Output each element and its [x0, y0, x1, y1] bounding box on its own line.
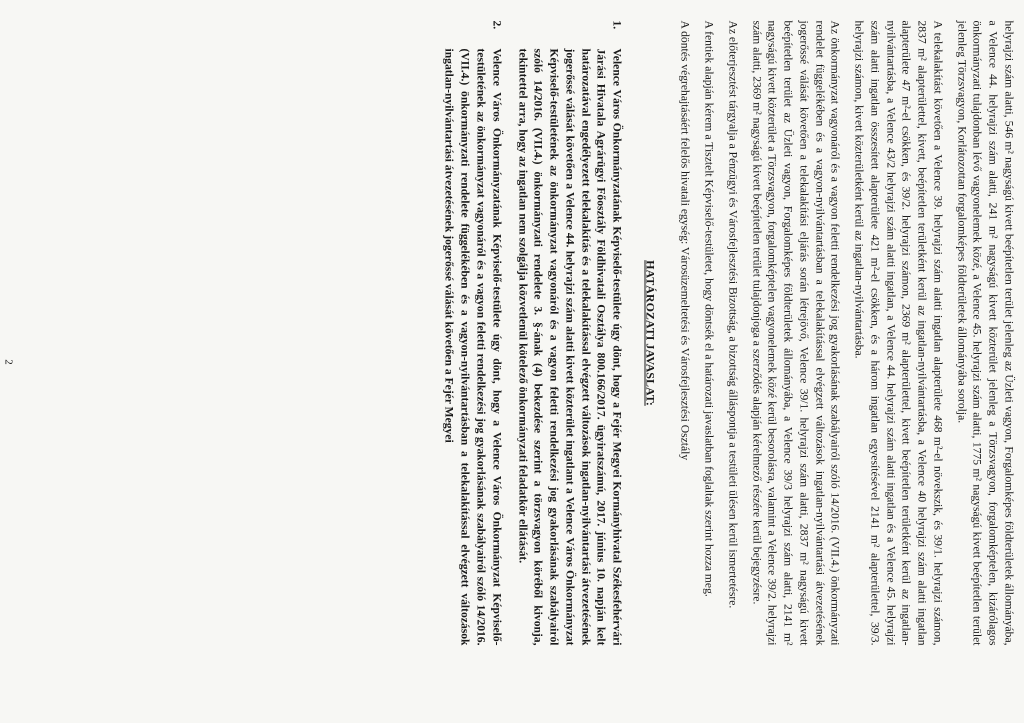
resolution-heading: HATÁROZATI JAVASLAT: — [643, 259, 658, 406]
item-number: 2. — [489, 20, 503, 29]
page-number: 2 — [1, 358, 14, 365]
item-number: 1. — [610, 20, 624, 29]
resolution-item-2 — [441, 20, 504, 645]
paragraph-after-land-division: A telekalakítást követően a Velence 39. helyrajzi szám alatti ingatlan alapterülete 468 m²-el növekszik, és 39/1. helyrajzi számon, 2837 m² alapterülettel, kivett, beépítetlen területként kerül az ingatlan-nyilvántartásba, a Velence 40 helyrajzi szám alatti ingatlan alapterülete 47 m²-el csökken, és 39/2. helyrajzi számon, 2369 m² alapterülettel, kivett beépítetlen területként kerül az ingatlan-nyilvántartásba, a Velence 43/2 helyrajzi szám alatti ingatlan, a Velence 44. helyrajzi szám alatti ingatlan és a Velence 45. helyrajzi szám alatti ingatlan összesített alapterülete 421 m²-el csökken, és a három ingatlan egyesítésével 2141 m² alapterülettel, 39/3. helyrajzi számon, kivett közterületként kerül az ingatlan-nyilvántartásba. — [852, 20, 944, 645]
paragraph-property-classification: helyrajzi szám alatti, 546 m² nagyságú kivett beépítetlen terület jelenleg az Üzleti vagyon, Forgalomképes földterületek állományába, a Velence 44. helyrajzi szám alatti, 241 m² nagyságú kivett közterület jelenleg a Törzsvagyon, forgalomképtelen, kizárólagos önkormányzati tulajdonban lévő vagyonelemek közé, a Velence 45. helyrajzi szám alatti, 1775 m² nagyságú kivett beépítetlen terület jelenleg Törzsvagyon, Korlátozottan forgalomképes földterületek állományába sorolja. — [954, 20, 1015, 645]
item-text: Velence Város Önkormányzatának Képviselő-testülete úgy dönt, hogy a Fejér Megyei Kormányhivatal Székesfehérvári Járási Hivatala Agrárügyi Főosztály Földhivatali Osztálya 800.166/2017. ügyiratszámú, 2017. június 10. napján kelt határozatával engedélyezett telekalakítás és a telekalakítással elvégzett változások ingatlan-nyilvántartási átvezetésének jogerőssé válását követően a Velence 44. helyrajzi szám alatti kivett közterület ingatlant a Velence Város Önkormányzat Képviselő-testületének az önkormányzat vagyonáról és a vagyon feletti rendelkezési jog gyakorlásának szabályairól szóló 14/2016. (VII.4.) önkormányzati rendelete 3. §-ának (4) bekezdése szerint a törzsvagyon köréből kivonja, tekintettel arra, hogy az ingatlan nem szolgálja közvetlenül kötelező önkormányzati feladatkör ellátását. — [515, 48, 624, 645]
paragraph-asset-register: Az önkormányzat vagyonáról és a vagyon feletti rendelkezési jog gyakorlásának szabályairól szóló 14/2016. (VII.4.) önkormányzati rendelet függelékében és a vagyon-nyilvántartásban a telekalakítással elvégzett változások ingatlan-nyilvántartási átvezetésének jogerőssé válását követően a telekalakítási eljárás során létrejövő, Velence 39/1. helyrajzi szám alatti, 2837 m² nagyságú kivett beépítetlen terület az Üzleti vagyon, Forgalomképes földterületek állományába, a Velence 39/3 helyrajzi szám alatti, 2141 m² nagyságú kivett közterület a Törzsvagyon, forgalomképtelen vagyonelemek közé kerül besorolásra, valamint a Velence 39/2. helyrajzi szám alatti, 2369 m² nagyságú kivett beépítetlen terület tulajdonjoga a szerződés alapján kérelmező részére kerül bejegyzésre. — [749, 20, 842, 645]
resolution-item-1 — [514, 20, 624, 645]
paragraph-responsible-unit: A döntés végrehajtásáért felelős hivatali egység: Városüzemeltetési és Városfejlesztési Osztály — [678, 20, 692, 460]
paragraph-request: A fentiek alapján kérem a Tisztelt Képviselő-testületet, hogy döntsék el a határozati javaslatban foglaltak szerint hozza meg. — [701, 20, 715, 597]
paragraph-committee: Az előterjesztést tárgyalja a Pénzügyi és Városfejlesztési Bizottság, a bizottság álláspontja a testületi ülésen kerül ismertetésre. — [725, 20, 739, 608]
item-text: Velence Város Önkormányzatának Képviselő-testülete úgy dönt, hogy a Velence Város Önkormányzat Képviselő-testületének az önkormányzat vagyonáról és a vagyon feletti rendelkezési jog gyakorlásának szabályairól szóló 14/2016. (VII.4.) önkormányzati rendelete függelékében és a vagyon-nyilvántartásban a telekalakítással elvégzett változások ingatlan-nyilvántartási átvezetésének jogerőssé válását követően a Fejér Megyei — [442, 48, 503, 645]
